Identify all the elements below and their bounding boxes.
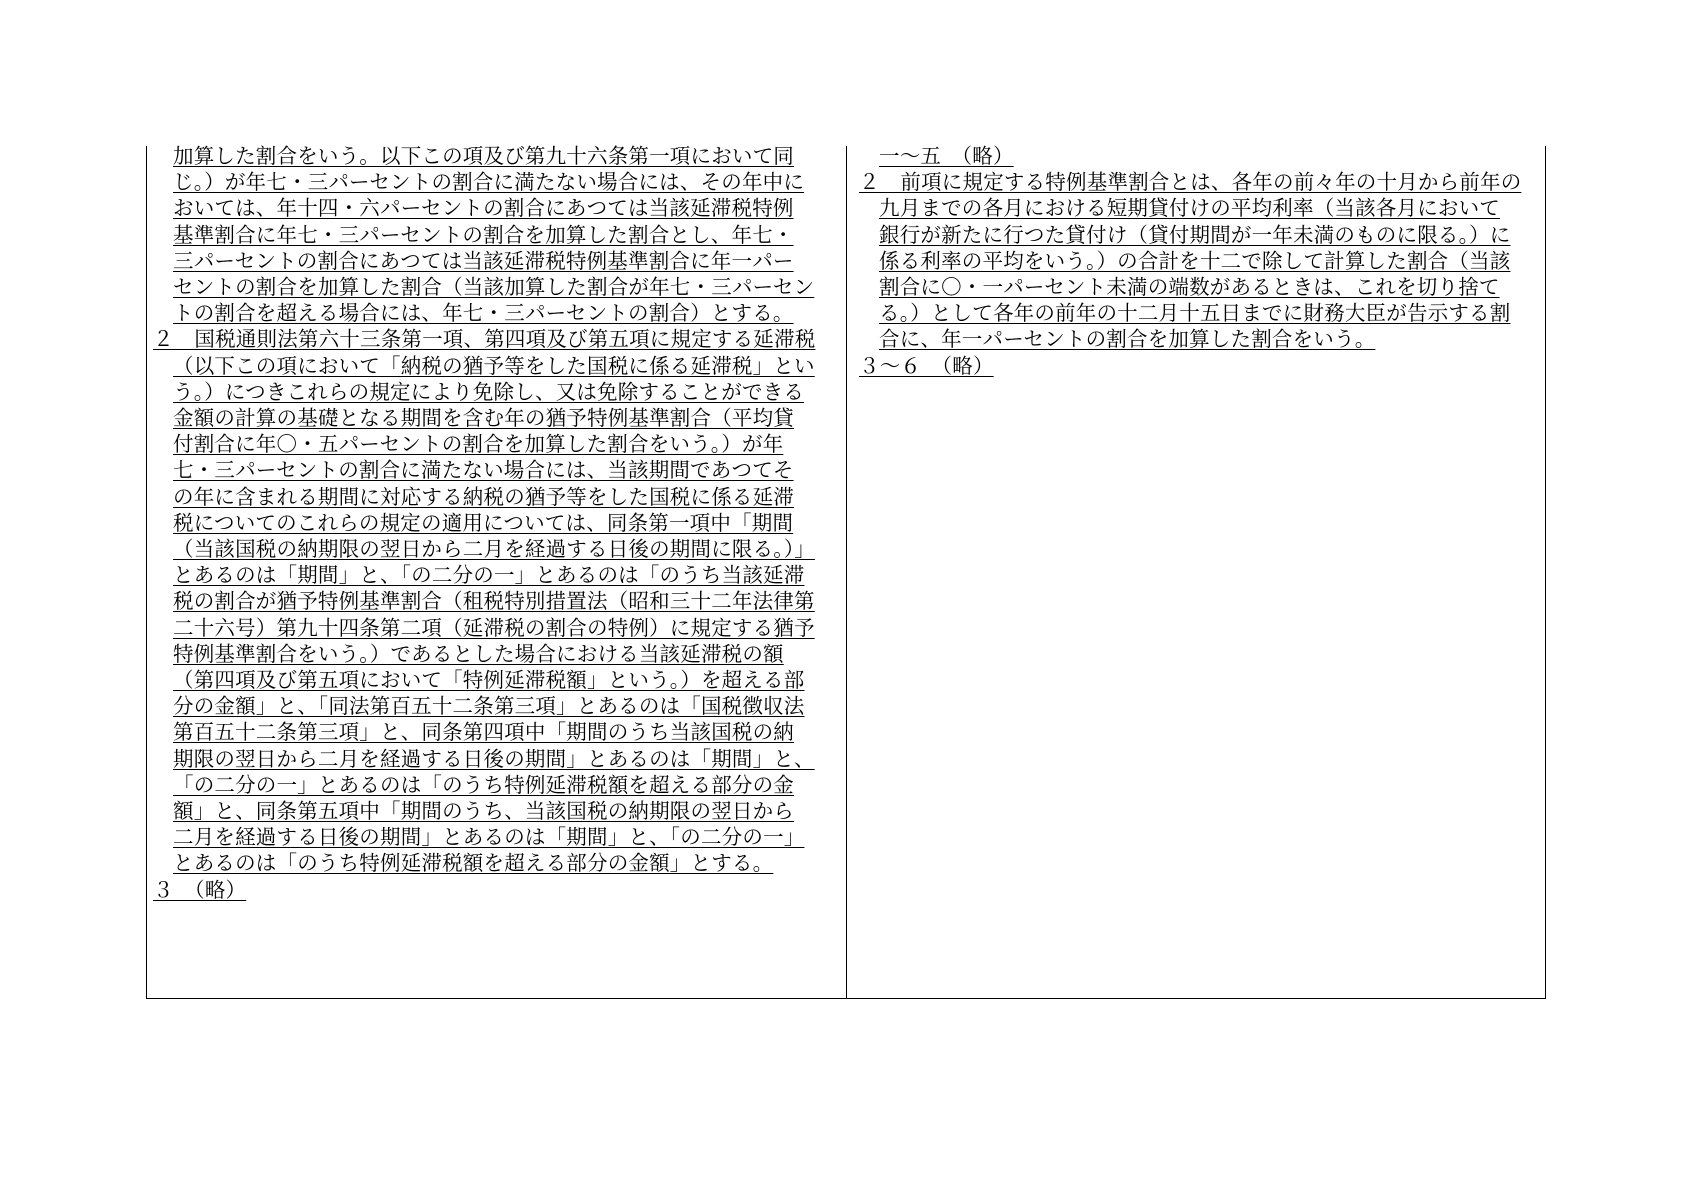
left-column-line: じ。）が年七・三パーセントの割合に満たない場合には、その年中に (173, 170, 805, 195)
left-column-line: （以下この項において「納税の猶予等をした国税に係る延滞税」とい (173, 353, 815, 378)
right-column-line: 合に、年一パーセントの割合を加算した割合をいう。 (879, 327, 1376, 352)
left-column-line: セントの割合を加算した割合（当該加算した割合が年七・三パーセン (173, 275, 815, 299)
left-column-line: 分の金額」と、「同法第百五十二条第三項」とあるのは「国税徴収法 (173, 694, 805, 719)
left-column-line: う。）につきこれらの規定により免除し、又は免除することができる (173, 379, 805, 404)
left-column-line: 「の二分の一」とあるのは「のうち特例延滞税額を超える部分の金 (173, 772, 794, 797)
left-column-line: とあるのは「のうち特例延滞税額を超える部分の金額」とする。 (173, 851, 774, 876)
left-column-line: 付割合に年〇・五パーセントの割合を加算した割合をいう。）が年 (173, 432, 784, 457)
left-column-line: おいては、年十四・六パーセントの割合にあつては当該延滞税特例 (173, 196, 794, 221)
left-column-line: ２ 国税通則法第六十三条第一項、第四項及び第五項に規定する延滞税 (153, 327, 816, 352)
right-column-line: 一～五 （略） (879, 144, 1014, 168)
left-column-line: 税についてのこれらの規定の適用については、同条第一項中「期間 (173, 510, 794, 535)
left-column-line: 七・三パーセントの割合に満たない場合には、当該期間であつてそ (173, 458, 794, 483)
left-column-line: （当該国税の納期限の翌日から二月を経過する日後の期間に限る。）」 (173, 537, 815, 561)
left-column-line: 特例基準割合をいう。）であるとした場合における当該延滞税の額 (173, 641, 784, 666)
left-column-line: 額」と、同条第五項中「期間のうち、当該国税の納期限の翌日から (173, 799, 794, 823)
left-column-line: ３ （略） (153, 877, 247, 902)
right-column-line: ２ 前項に規定する特例基準割合とは、各年の前々年の十月から前年の (859, 170, 1522, 195)
right-column-line: ３～６ （略） (859, 353, 994, 378)
left-column-line: トの割合を超える場合には、年七・三パーセントの割合）とする。 (173, 301, 794, 326)
left-column-line: 第百五十二条第三項」と、同条第四項中「期間のうち当該国税の納 (173, 720, 794, 745)
left-column-line: 三パーセントの割合にあつては当該延滞税特例基準割合に年一パー (173, 248, 794, 273)
right-column-line: 割合に〇・一パーセント未満の端数があるときは、これを切り捨て (879, 275, 1500, 299)
right-column-line: 係る利率の平均をいう。）の合計を十二で除して計算した割合（当該 (879, 248, 1511, 273)
left-column-line: 二十六号）第九十四条第二項（延滞税の割合の特例）に規定する猶予 (173, 615, 815, 640)
left-column-line: の年に含まれる期間に対応する納税の猶予等をした国税に係る延滞 (173, 484, 794, 509)
left-column (147, 146, 847, 998)
left-column-line: とあるのは「期間」と、「の二分の一」とあるのは「のうち当該延滞 (173, 563, 805, 588)
left-column-line: （第四項及び第五項において「特例延滞税額」という。）を超える部 (173, 668, 805, 692)
right-column (847, 146, 1545, 998)
left-column-line: 二月を経過する日後の期間」とあるのは「期間」と、「の二分の一」 (173, 825, 805, 850)
right-column-line: 銀行が新たに行つた貸付け（貸付期間が一年未満のものに限る。）に (879, 222, 1511, 247)
left-column-line: 加算した割合をいう。以下この項及び第九十六条第一項において同 (173, 144, 794, 168)
left-column-line: 期限の翌日から二月を経過する日後の期間」とあるのは「期間」と、 (173, 746, 815, 771)
right-column-line: 九月までの各月における短期貸付けの平均利率（当該各月において (879, 196, 1500, 221)
left-column-line: 金額の計算の基礎となる期間を含む年の猶予特例基準割合（平均貸 (173, 406, 794, 430)
left-column-line: 税の割合が猶予特例基準割合（租税特別措置法（昭和三十二年法律第 (173, 589, 815, 614)
comparison-table (146, 146, 1546, 999)
right-column-line: る。）として各年の前年の十二月十五日までに財務大臣が告示する割 (879, 301, 1511, 326)
left-column-line: 基準割合に年七・三パーセントの割合を加算した割合とし、年七・ (173, 222, 794, 247)
